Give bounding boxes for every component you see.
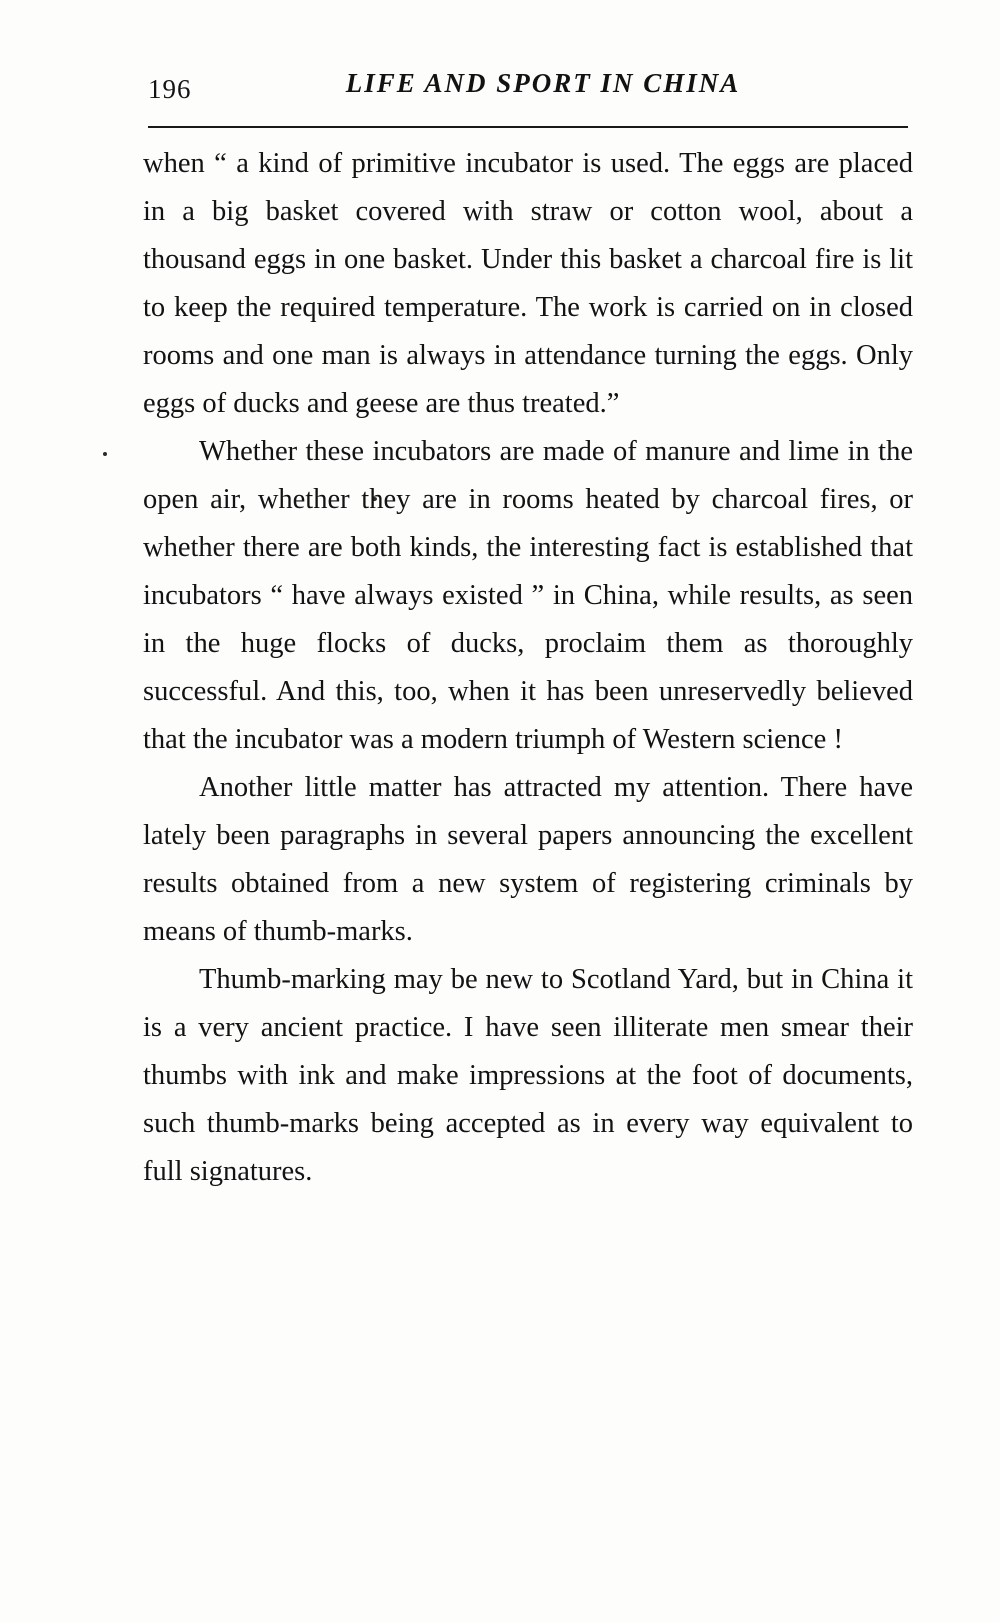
- paragraph-3: Another little matter has attracted my attention. There have lately been paragraphs in several papers announcing the excellent results obtained from a new system of registering criminals by means of thumb-marks.: [143, 772, 913, 947]
- stray-ink-mark-left: [103, 452, 107, 456]
- page-number: 196: [148, 74, 192, 104]
- running-title: LIFE AND SPORT IN CHINA: [345, 68, 741, 98]
- page-header: [148, 68, 908, 114]
- paragraph-1: when “ a kind of primitive incubator is used. The eggs are placed in a big basket covered with straw or cotton wool, about a thousand eggs in one basket. Under this basket a charcoal fire is lit to keep the required temperature. The work is carried on in closed rooms and one man is always in attendance turning the eggs. Only eggs of ducks and geese are thus treated.”: [143, 148, 913, 419]
- page-body: [143, 140, 913, 1196]
- paragraph-4: Thumb-marking may be new to Scotland Yard, but in China it is a very ancient practice. I have seen illiterate men smear their thumbs with ink and make impressions at the foot of documents, such thumb-marks being accepted as in every way equivalent to full signatures.: [143, 964, 913, 1187]
- header-rule: [148, 126, 908, 128]
- paragraph-2: Whether these incubators are made of manure and lime in the open air, whether they are in rooms heated by charcoal fires, or whether there are both kinds, the interesting fact is established that incubators “ have always existed ” in China, while results, as seen in the huge flocks of ducks, proclaim them as thoroughly successful. And this, too, when it has been unreservedly believed that the incubator was a modern triumph of Western science !: [143, 436, 913, 755]
